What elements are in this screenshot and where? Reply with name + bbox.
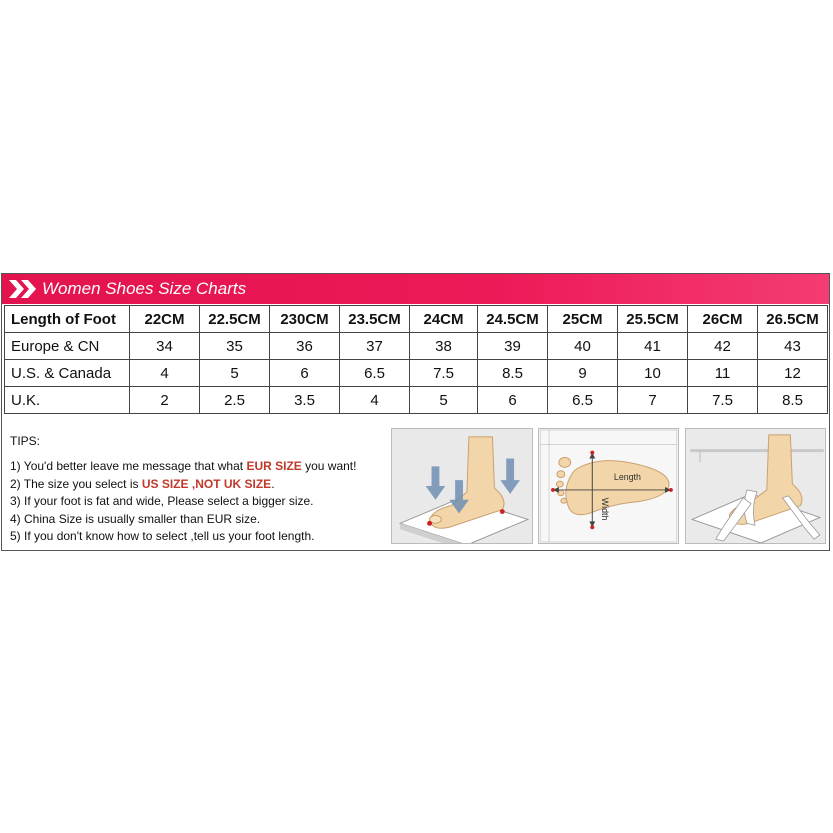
table-cell: 6.5 <box>340 360 410 387</box>
table-cell: 7.5 <box>410 360 478 387</box>
foot-measure-illustration <box>391 428 533 544</box>
length-label: Length <box>613 472 641 483</box>
tip-line-5: 5) If you don't know how to select ,tell us your foot length. <box>10 529 315 543</box>
table-cell: 40 <box>548 333 618 360</box>
table-cell: 34 <box>130 333 200 360</box>
tip-text: 1) You'd better leave me message that what <box>10 459 247 473</box>
table-row <box>5 387 828 414</box>
table-header-row <box>5 306 828 333</box>
table-cell: 8.5 <box>758 387 828 414</box>
row-label: U.S. & Canada <box>5 360 130 387</box>
table-cell: 2.5 <box>200 387 270 414</box>
table-cell: 3.5 <box>270 387 340 414</box>
tip-line-1 <box>10 458 390 476</box>
table-cell: 11 <box>688 360 758 387</box>
header-cell: 26.5CM <box>758 306 828 333</box>
table-cell: 35 <box>200 333 270 360</box>
table-cell: 6 <box>270 360 340 387</box>
width-label: Width <box>600 497 611 521</box>
foot-on-paper-image <box>392 429 532 543</box>
table-cell: 36 <box>270 333 340 360</box>
table-cell: 43 <box>758 333 828 360</box>
table-cell: 5 <box>200 360 270 387</box>
tip-text: 2) The size you select is <box>10 476 142 491</box>
table-row <box>5 360 828 387</box>
table-cell: 12 <box>758 360 828 387</box>
table-cell: 6 <box>478 387 548 414</box>
tip-highlight: EUR SIZE <box>246 459 302 473</box>
header-cell: 24CM <box>410 306 478 333</box>
header-cell: 230CM <box>270 306 340 333</box>
chart-banner <box>2 274 829 304</box>
header-cell: 22CM <box>130 306 200 333</box>
tip-highlight: US SIZE ,NOT UK SIZE <box>141 476 272 491</box>
size-chart <box>1 273 830 551</box>
table-cell: 37 <box>340 333 410 360</box>
row-label: Europe & CN <box>5 333 130 360</box>
header-cell: 25CM <box>548 306 618 333</box>
header-cell: 25.5CM <box>618 306 688 333</box>
header-cell: 22.5CM <box>200 306 270 333</box>
table-cell: 7 <box>618 387 688 414</box>
tips-heading: TIPS: <box>10 434 41 448</box>
table-cell: 39 <box>478 333 548 360</box>
header-cell: 26CM <box>688 306 758 333</box>
table-cell: 5 <box>410 387 478 414</box>
table-row <box>5 333 828 360</box>
tip-text: . <box>271 476 275 491</box>
table-cell: 9 <box>548 360 618 387</box>
size-table <box>4 305 828 414</box>
table-cell: 4 <box>340 387 410 414</box>
table-cell: 38 <box>410 333 478 360</box>
tape-measure-illustration <box>685 428 826 544</box>
header-cell: 23.5CM <box>340 306 410 333</box>
tip-line-3: 3) If your foot is fat and wide, Please select a bigger size. <box>10 494 314 508</box>
table-cell: 42 <box>688 333 758 360</box>
tip-line-2 <box>10 476 390 494</box>
header-cell: 24.5CM <box>478 306 548 333</box>
table-cell: 7.5 <box>688 387 758 414</box>
footprint-illustration <box>538 428 679 544</box>
foot-with-tape-image <box>686 429 825 543</box>
double-chevron-icon <box>8 278 38 300</box>
tips-section <box>10 434 390 546</box>
table-cell: 10 <box>618 360 688 387</box>
footprint-length-width-image <box>539 429 678 543</box>
chart-title: Women Shoes Size Charts <box>42 279 247 298</box>
table-cell: 4 <box>130 360 200 387</box>
table-cell: 8.5 <box>478 360 548 387</box>
tip-text: you want! <box>301 459 357 473</box>
header-cell: Length of Foot <box>5 306 130 333</box>
table-cell: 6.5 <box>548 387 618 414</box>
row-label: U.K. <box>5 387 130 414</box>
table-cell: 2 <box>130 387 200 414</box>
table-cell: 41 <box>618 333 688 360</box>
tip-line-4: 4) China Size is usually smaller than EUR size. <box>10 511 261 526</box>
